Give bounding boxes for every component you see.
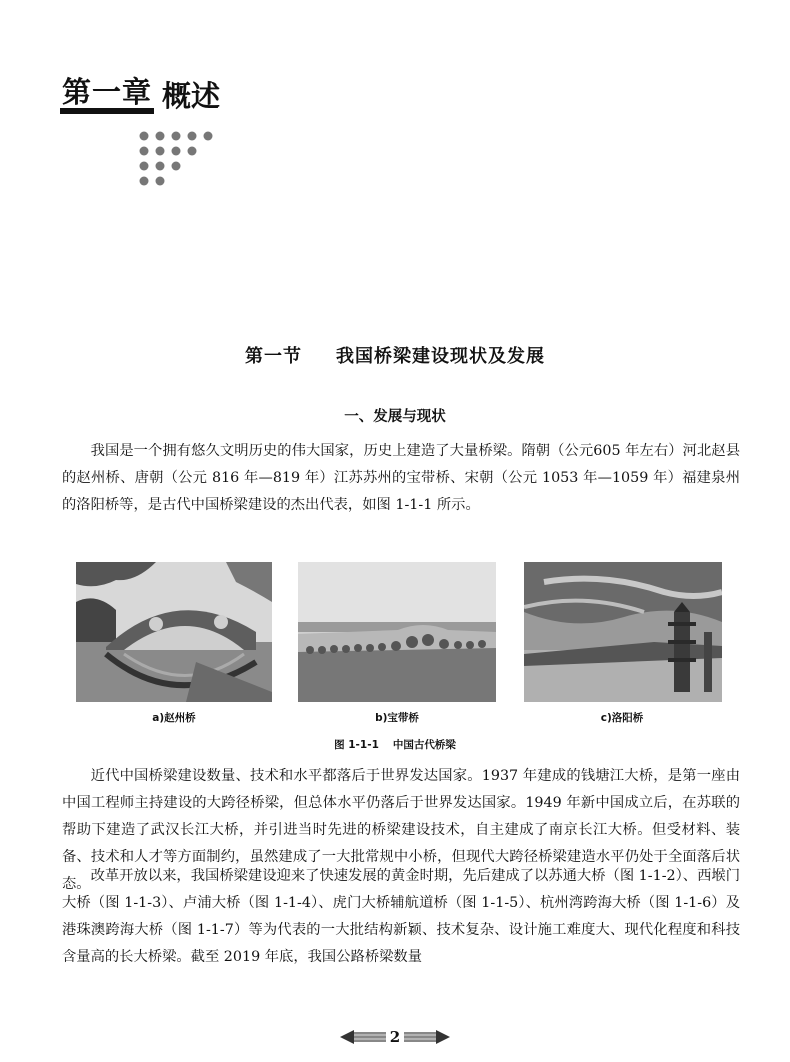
paragraph-ancient-bridges: 我国是一个拥有悠久文明历史的伟大国家，历史上建造了大量桥梁。隋朝（公元605 年左右）河北赵县的赵州桥、唐朝（公元 816 年—819 年）江苏苏州的宝带桥、宋朝（公元 1053 年—1059 年）福建泉州的洛阳桥等，是古代中国桥梁建设的杰出代表，如图 1-1-1 所示。 — [62, 443, 740, 513]
right-arrow-ornament-icon — [404, 1030, 450, 1044]
chapter-title: 概述 — [162, 79, 221, 113]
figure-title: 中国古代桥梁 — [392, 739, 456, 751]
figure-number: 图 1-1-1 — [334, 739, 379, 751]
paragraph-reform-era: 改革开放以来，我国桥梁建设迎来了快速发展的黄金时期，先后建成了以苏通大桥（图 1-1-2）、西堠门大桥（图 1-1-3）、卢浦大桥（图 1-1-4）、虎门大桥辅航道桥（图 1-1-5）、杭州湾跨海大桥（图 1-1-6）及港珠澳跨海大桥（图 1-1-7）等为代表的一大批结构新颖、技术复杂、设计施工难度大、现代化程度和科技含量高的长大桥梁。截至 2019 年底，我国公路桥梁数量 — [62, 868, 740, 965]
subsection-title: 一、发展与现状 — [344, 409, 446, 425]
left-arrow-ornament-icon — [340, 1030, 386, 1044]
chapter-heading — [60, 74, 220, 114]
page-number-footer — [0, 1028, 790, 1046]
figure-caption-a: a)赵州桥 — [152, 712, 196, 724]
section-title: 我国桥梁建设现状及发展 — [336, 346, 545, 367]
chapter-number: 第一章 — [60, 76, 154, 114]
decorative-dot-pattern — [138, 130, 218, 190]
photo-zhaozhou-bridge — [76, 562, 272, 702]
photo-luoyang-bridge — [524, 562, 722, 702]
photo-baodai-bridge — [298, 562, 496, 702]
section-heading — [0, 342, 790, 368]
figure-caption-c: c)洛阳桥 — [600, 712, 644, 724]
figure-caption-b: b)宝带桥 — [375, 712, 419, 724]
page-number: 2 — [389, 1028, 401, 1046]
section-number: 第一节 — [245, 346, 302, 367]
paragraph-modern-bridges: 近代中国桥梁建设数量、技术和水平都落后于世界发达国家。1937 年建成的钱塘江大桥，是第一座由中国工程师主持建设的大跨径桥梁，但总体水平仍落后于世界发达国家。1949 年新中国成立后，在苏联的帮助下建造了武汉长江大桥，并引进当时先进的桥梁建设技术，自主建成了南京长江大桥。但受材料、装备、技术和人才等方面制约，虽然建成了一大批常规中小桥，但现代大跨径桥梁建造水平仍处于全面落后状态。 — [62, 768, 740, 892]
figure-caption — [0, 737, 790, 752]
